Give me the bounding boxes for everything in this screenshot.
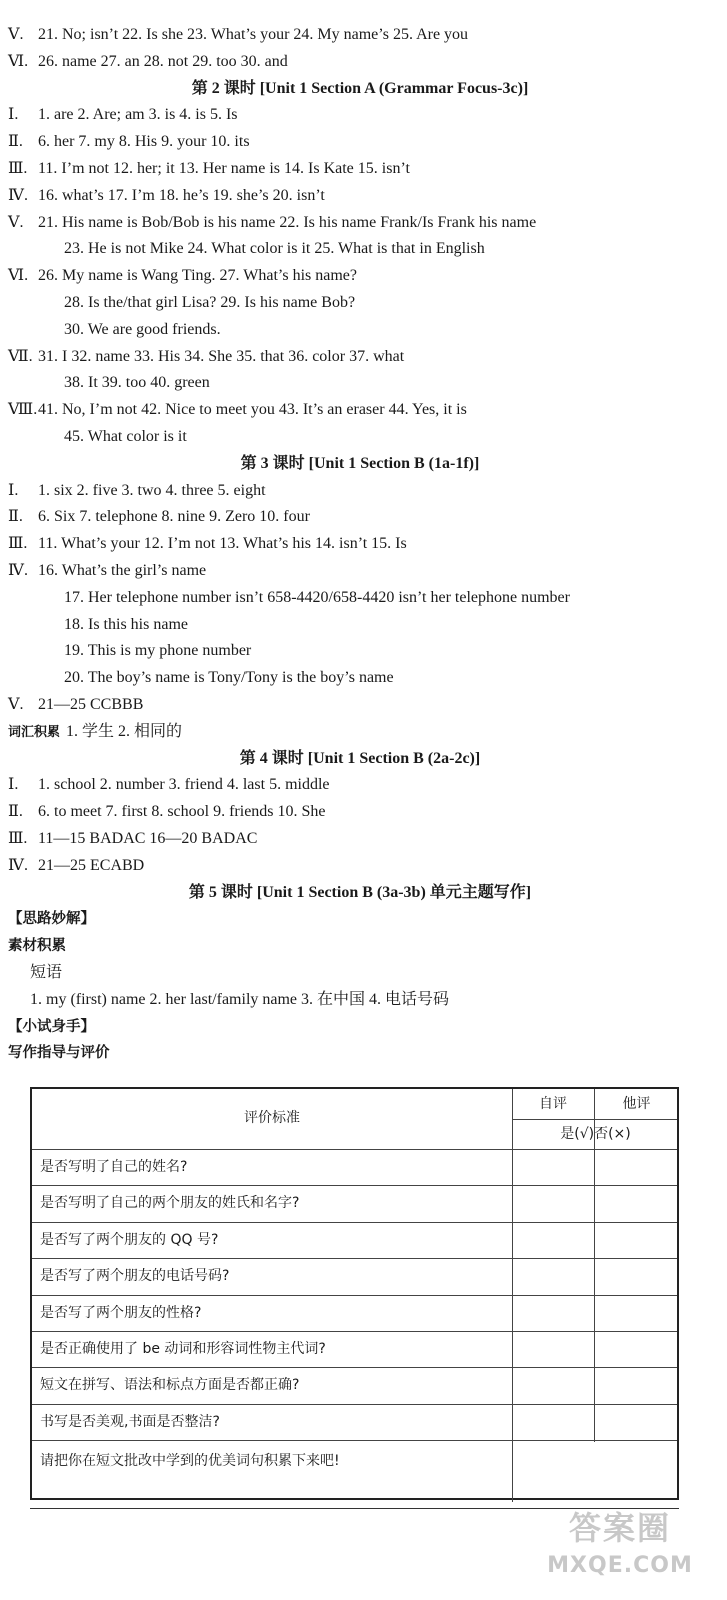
answer-line bbox=[0, 370, 720, 396]
question-group-number: Ⅷ. bbox=[8, 401, 38, 419]
vocabulary-tag: 词汇积累 bbox=[8, 724, 61, 740]
answer-line bbox=[0, 236, 720, 262]
answer-text: 45. What color is it bbox=[64, 428, 187, 445]
answer-line bbox=[0, 317, 720, 343]
answer-line bbox=[0, 344, 720, 370]
criteria-cell: 是否写明了自己的两个朋友的姓氏和名字? bbox=[40, 1195, 300, 1212]
answer-text: 17. Her telephone number isn’t 658-4420/658-4420 isn’t her telephone number bbox=[64, 588, 570, 606]
question-group-number: Ⅴ. bbox=[8, 26, 24, 43]
answer-text: 28. Is the/that girl Lisa? 29. Is his name Bob? bbox=[64, 294, 356, 311]
vocabulary-content bbox=[8, 719, 182, 746]
question-group-number: Ⅲ. bbox=[8, 830, 28, 847]
answer-text: 21—25 CCBBB bbox=[38, 696, 144, 713]
answer-line bbox=[0, 156, 720, 182]
lesson-heading-text: 第 4 课时 [Unit 1 Section B (2a-2c)] bbox=[239, 749, 481, 767]
answer-text: 19. This is my phone number bbox=[64, 642, 252, 660]
answer-text: 23. He is not Mike 24. What color is it 25. What is that in English bbox=[64, 240, 485, 258]
question-group-number: Ⅰ. bbox=[8, 776, 19, 794]
table-divider bbox=[32, 1367, 677, 1368]
criteria-cell: 书写是否美观,书面是否整洁? bbox=[40, 1413, 220, 1430]
section-label-text: 素材积累 bbox=[8, 938, 66, 955]
answer-line bbox=[0, 585, 720, 611]
answer-text: 1. school 2. number 3. friend 4. last 5. middle bbox=[38, 776, 330, 794]
answer-text: 41. No, I’m not 42. Nice to meet you 43. It’s an eraser 44. Yes, it is bbox=[38, 401, 467, 419]
answer-line bbox=[0, 853, 720, 879]
answer-line bbox=[0, 612, 720, 638]
criteria-cell: 是否写了两个朋友的电话号码? bbox=[40, 1268, 230, 1285]
answer-line bbox=[0, 504, 720, 530]
answer-text: 11—15 BADAC 16—20 BADAC bbox=[38, 830, 258, 847]
answer-text: 6. to meet 7. first 8. school 9. friends 10. She bbox=[38, 803, 326, 821]
answer-text: 21. No; isn’t 22. Is she 23. What’s your 24. My name’s 25. Are you bbox=[38, 26, 469, 43]
answer-line bbox=[0, 263, 720, 289]
question-group-number: Ⅴ. bbox=[8, 696, 24, 713]
watermark bbox=[520, 1505, 720, 1595]
answer-line bbox=[0, 183, 720, 209]
answer-line bbox=[0, 129, 720, 155]
table-divider bbox=[32, 1404, 677, 1405]
table-divider bbox=[32, 1258, 677, 1259]
criteria-cell: 是否写了两个朋友的 QQ 号? bbox=[40, 1231, 219, 1248]
answer-line bbox=[0, 531, 720, 557]
answer-line bbox=[0, 478, 720, 504]
answer-text: 16. what’s 17. I’m 18. he’s 19. she’s 20. isn’t bbox=[38, 186, 325, 204]
header-peer-eval: 他评 bbox=[622, 1096, 651, 1112]
section-label bbox=[0, 933, 720, 959]
answer-text: 26. name 27. an 28. not 29. too 30. and bbox=[38, 52, 288, 70]
section-label bbox=[0, 1014, 720, 1040]
question-group-number: Ⅳ. bbox=[8, 856, 28, 874]
answer-text: 30. We are good friends. bbox=[64, 320, 221, 338]
question-group-number: Ⅱ. bbox=[8, 508, 23, 526]
question-group-number: Ⅱ. bbox=[8, 133, 23, 151]
lesson-heading bbox=[0, 76, 720, 102]
lesson-heading bbox=[0, 451, 720, 477]
answer-line bbox=[0, 558, 720, 584]
criteria-cell: 短文在拼写、语法和标点方面是否都正确? bbox=[40, 1377, 300, 1394]
table-footer: 请把你在短文批改中学到的优美词句积累下来吧! bbox=[40, 1453, 340, 1470]
answer-text: 20. The boy’s name is Tony/Tony is the boy’s name bbox=[64, 669, 394, 687]
answer-text: 21. His name is Bob/Bob is his name 22. Is his name Frank/Is Frank his name bbox=[38, 213, 537, 231]
material-line bbox=[0, 987, 720, 1013]
table-divider bbox=[32, 1331, 677, 1332]
question-group-number: Ⅰ. bbox=[8, 106, 19, 124]
section-label-text: 写作指导与评价 bbox=[8, 1045, 110, 1062]
answer-text: 21—25 ECABD bbox=[38, 856, 145, 874]
answer-line bbox=[0, 826, 720, 852]
watermark-url: MXQE.COM bbox=[547, 1553, 693, 1578]
table-divider bbox=[32, 1295, 677, 1296]
answer-text: 6. her 7. my 8. His 9. your 10. its bbox=[38, 133, 250, 151]
answer-text: 16. What’s the girl’s name bbox=[38, 562, 207, 579]
answer-text: 38. It 39. too 40. green bbox=[64, 374, 210, 392]
answer-line bbox=[0, 424, 720, 450]
question-group-number: Ⅵ. bbox=[8, 267, 29, 285]
answer-text: 1. six 2. five 3. two 4. three 5. eight bbox=[38, 481, 266, 499]
watermark-title: 答案圈 bbox=[568, 1509, 671, 1547]
question-group-number: Ⅵ. bbox=[8, 52, 29, 70]
answer-line bbox=[0, 397, 720, 423]
table-divider bbox=[32, 1440, 677, 1441]
table-divider bbox=[512, 1119, 677, 1120]
answer-text: 6. Six 7. telephone 8. nine 9. Zero 10. four bbox=[38, 508, 310, 526]
section-label-text: 【小试身手】 bbox=[8, 1018, 95, 1035]
lesson-heading-text: 第 2 课时 [Unit 1 Section A (Grammar Focus-3c)] bbox=[191, 79, 529, 97]
header-criteria: 评价标准 bbox=[244, 1110, 300, 1126]
vocabulary-line bbox=[0, 719, 720, 745]
lesson-heading-text: 第 5 课时 [Unit 1 Section B (3a-3b) 单元主题写作] bbox=[188, 883, 532, 901]
answer-line bbox=[0, 22, 720, 48]
answer-text: 26. My name is Wang Ting. 27. What’s his name? bbox=[38, 267, 357, 285]
material-text: 1. my (first) name 2. her last/family name 3. 在中国 4. 电话号码 bbox=[30, 990, 450, 1008]
answer-text: 18. Is this his name bbox=[64, 615, 188, 633]
answer-text: 1. are 2. Are; am 3. is 4. is 5. Is bbox=[38, 106, 238, 124]
question-group-number: Ⅱ. bbox=[8, 803, 23, 821]
question-group-number: Ⅲ. bbox=[8, 535, 28, 553]
question-group-number: Ⅶ. bbox=[8, 347, 33, 365]
section-label bbox=[0, 906, 720, 932]
lesson-heading bbox=[0, 880, 720, 906]
vocabulary-text: 1. 学生 2. 相同的 bbox=[66, 722, 183, 740]
criteria-cell: 是否写了两个朋友的性格? bbox=[40, 1304, 202, 1321]
answer-line bbox=[0, 799, 720, 825]
question-group-number: Ⅲ. bbox=[8, 160, 28, 177]
table-divider bbox=[32, 1185, 677, 1186]
answer-line bbox=[0, 692, 720, 718]
answer-line bbox=[0, 638, 720, 664]
answer-text: 11. I’m not 12. her; it 13. Her name is 14. Is Kate 15. isn’t bbox=[38, 160, 410, 177]
section-label bbox=[0, 1040, 720, 1066]
material-line bbox=[0, 960, 720, 986]
answer-line bbox=[0, 290, 720, 316]
lesson-heading bbox=[0, 746, 720, 772]
criteria-cell: 是否写明了自己的姓名? bbox=[40, 1159, 188, 1175]
question-group-number: Ⅳ. bbox=[8, 186, 28, 204]
question-group-number: Ⅰ. bbox=[8, 481, 19, 499]
answer-line bbox=[0, 665, 720, 691]
answer-text: 31. I 32. name 33. His 34. She 35. that 36. color 37. what bbox=[38, 347, 405, 365]
table-divider bbox=[32, 1149, 677, 1150]
answer-line bbox=[0, 772, 720, 798]
question-group-number: Ⅴ. bbox=[8, 213, 24, 231]
evaluation-table bbox=[30, 1087, 679, 1500]
header-scale: 是(√)否(×) bbox=[560, 1126, 631, 1142]
criteria-cell: 是否正确使用了 be 动词和形容词性物主代词? bbox=[40, 1341, 326, 1357]
section-label-text: 【思路妙解】 bbox=[8, 911, 95, 928]
table-divider bbox=[32, 1222, 677, 1223]
header-self-eval: 自评 bbox=[539, 1096, 567, 1112]
question-group-number: Ⅳ. bbox=[8, 562, 28, 579]
answer-line bbox=[0, 210, 720, 236]
lesson-heading-text: 第 3 课时 [Unit 1 Section B (1a-1f)] bbox=[240, 454, 480, 472]
answer-text: 11. What’s your 12. I’m not 13. What’s his 14. isn’t 15. Is bbox=[38, 535, 407, 553]
answer-line bbox=[0, 102, 720, 128]
material-text: 短语 bbox=[30, 964, 63, 981]
answer-line bbox=[0, 49, 720, 75]
